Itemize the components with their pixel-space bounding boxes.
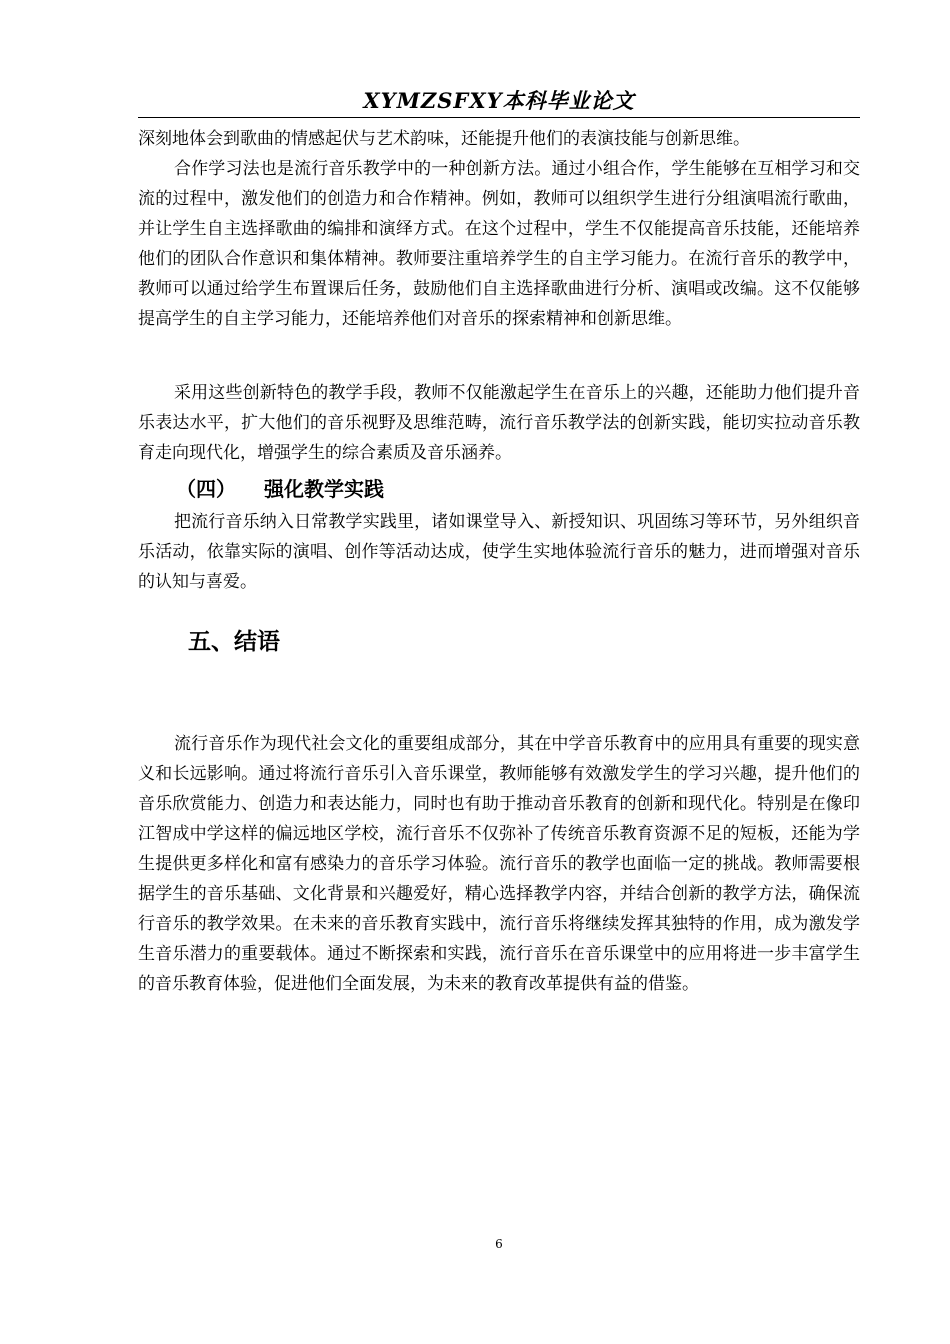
section-heading-5: 五、结语 [188, 629, 280, 655]
paragraph-teaching-practice: 把流行音乐纳入日常教学实践里，诸如课堂导入、新授知识、巩固练习等环节，另外组织音乐活动，依靠实际的演唱、创作等活动达成，使学生实地体验流行音乐的魅力，进而增强对音乐的认知与喜爱。 [138, 512, 860, 592]
page-number: 6 [495, 1237, 503, 1251]
page-header-title: XYMZSFXY本科毕业论文 [363, 88, 635, 113]
section-heading-4 [176, 474, 384, 504]
section-heading-4-number: （四） [176, 477, 236, 501]
header-divider [138, 117, 860, 118]
paragraph-innovation-summary: 采用这些创新特色的教学手段，教师不仅能激起学生在音乐上的兴趣，还能助力他们提升音乐表达水平，扩大他们的音乐视野及思维范畴，流行音乐教学法的创新实践，能切实拉动音乐教育走向现代化，增强学生的综合素质及音乐涵养。 [138, 383, 860, 463]
paragraph-conclusion: 流行音乐作为现代社会文化的重要组成部分，其在中学音乐教育中的应用具有重要的现实意义和长远影响。通过将流行音乐引入音乐课堂，教师能够有效激发学生的学习兴趣，提升他们的音乐欣赏能力、创造力和表达能力，同时也有助于推动音乐教育的创新和现代化。特别是在像印江智成中学这样的偏远地区学校，流行音乐不仅弥补了传统音乐教育资源不足的短板，还能为学生提供更多样化和富有感染力的音乐学习体验。流行音乐的教学也面临一定的挑战。教师需要根据学生的音乐基础、文化背景和兴趣爱好，精心选择教学内容，并结合创新的教学方法，确保流行音乐的教学效果。在未来的音乐教育实践中，流行音乐将继续发挥其独特的作用，成为激发学生音乐潜力的重要载体。通过不断探索和实践，流行音乐在音乐课堂中的应用将进一步丰富学生的音乐教育体验，促进他们全面发展，为未来的教育改革提供有益的借鉴。 [138, 734, 860, 994]
paragraph-continuation: 深刻地体会到歌曲的情感起伏与艺术韵味，还能提升他们的表演技能与创新思维。 [138, 129, 750, 149]
paragraph-cooperative-learning: 合作学习法也是流行音乐教学中的一种创新方法。通过小组合作，学生能够在互相学习和交流的过程中，激发他们的创造力和合作精神。例如，教师可以组织学生进行分组演唱流行歌曲，并让学生自主选择歌曲的编排和演绎方式。在这个过程中，学生不仅能提高音乐技能，还能培养他们的团队合作意识和集体精神。教师要注重培养学生的自主学习能力。在流行音乐的教学中，教师可以通过给学生布置课后任务，鼓励他们自主选择歌曲进行分析、演唱或改编。这不仅能够提高学生的自主学习能力，还能培养他们对音乐的探索精神和创新思维。 [138, 159, 860, 329]
section-heading-4-title: 强化教学实践 [264, 477, 384, 501]
